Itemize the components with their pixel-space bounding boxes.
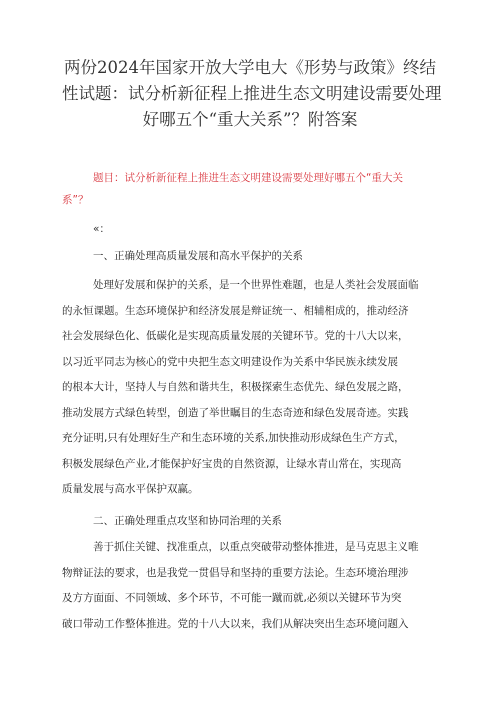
paragraph-line: 积极发展绿色产业,才能保护好宝贵的自然资源，让绿水青山常在，实现高 bbox=[62, 457, 402, 470]
paragraph-line: 破口带动工作整体推进。党的十八大以来，我们从解决突出生态环境问题入 bbox=[62, 617, 409, 630]
paragraph-line: 及方方面面、不同领域、多个环节，不可能一蹴而就,必须以关键环节为突 bbox=[62, 592, 402, 604]
question-line: 系”？ bbox=[62, 194, 89, 206]
title-line: 性试题：试分析新征程上推进生态文明建设需要处理 bbox=[62, 84, 442, 103]
question-text bbox=[62, 167, 442, 211]
section-paragraph-2 bbox=[62, 535, 442, 637]
paragraph-line: 以习近平同志为核心的党中央把生态文明建设作为关系中华民族永续发展 bbox=[62, 355, 398, 368]
paragraph-line: 充分证明,只有处理好生产和生态环境的关系,加快推动形成绿色生产方式， bbox=[62, 432, 405, 444]
title-line: 好哪五个“重大关系”？附答案 bbox=[142, 110, 358, 129]
paragraph-line: 的根本大计，坚持人与自然和谐共生，积极探索生态优先、绿色发展之路， bbox=[62, 381, 409, 393]
section-heading-1: 一、正确处理高质量发展和高水平保护的关系 bbox=[93, 250, 303, 262]
title-line: 两份2024年国家开放大学电大《形势与政策》终结 bbox=[64, 58, 436, 77]
paragraph-line: 物辩证法的要求，也是我党一贯倡导和坚持的重要方法论。生态环境治理涉 bbox=[62, 566, 409, 579]
section-paragraph-1 bbox=[62, 273, 442, 503]
answer-label: «： bbox=[93, 223, 110, 235]
paragraph-line: 处理好发展和保护的关系，是一个世界性难题，也是人类社会发展面临 bbox=[93, 279, 419, 291]
paragraph-line: 质量发展与高水平保护双赢。 bbox=[62, 483, 199, 495]
question-line: 题目：试分析新征程上推进生态文明建设需要处理好哪五个“重大关 bbox=[93, 172, 403, 184]
paragraph-line: 善于抓住关键、找准重点，以重点突破带动整体推进，是马克思主义唯 bbox=[93, 541, 419, 553]
paragraph-line: 社会发展绿色化、低碳化是实现高质量发展的关键环节。党的十八大以来， bbox=[62, 330, 409, 342]
section-heading-2: 二、正确处理重点攻坚和协同治理的关系 bbox=[93, 515, 282, 527]
paragraph-line: 推动发展方式绿色转型，创造了举世瞩目的生态奇迹和绿色发展奇迹。实践 bbox=[62, 406, 409, 419]
document-title bbox=[62, 55, 442, 133]
paragraph-line: 的永恒课题。生态环境保护和经济发展是辩证统一、相辅相成的，推动经济 bbox=[62, 304, 409, 317]
